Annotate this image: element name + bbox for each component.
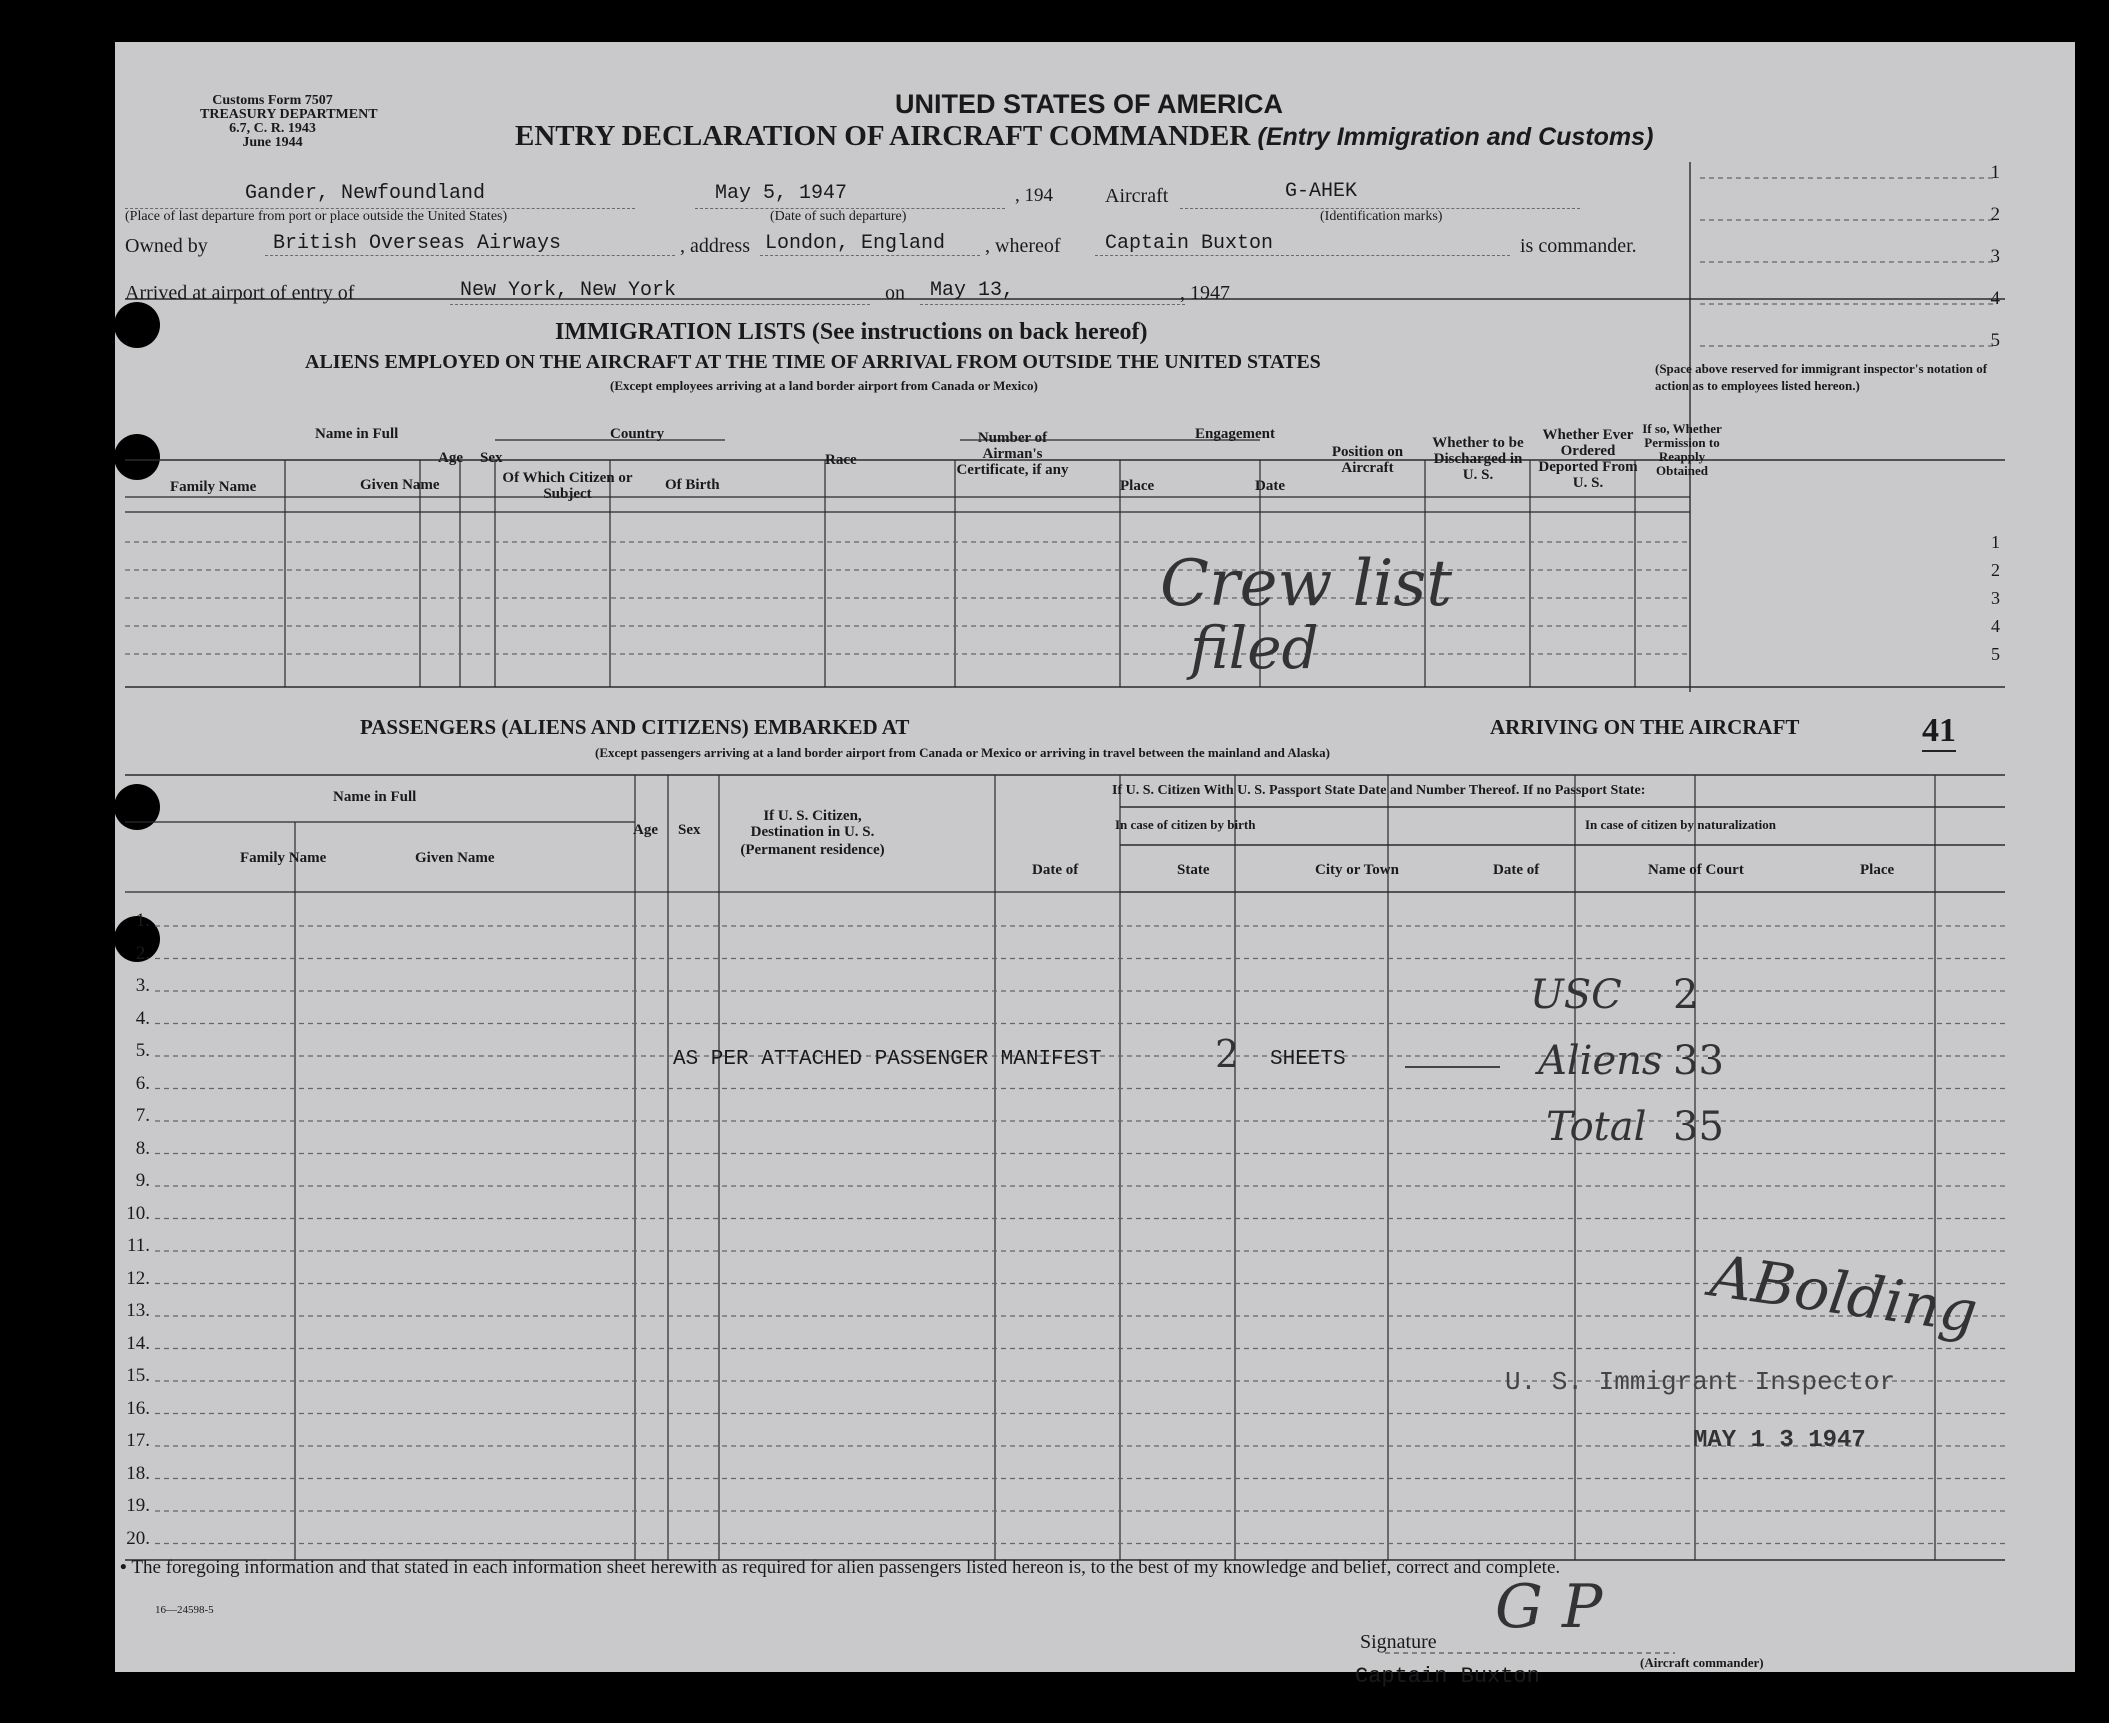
filed-annotation: filed [1190, 614, 1319, 682]
passenger-row-number: 1. [135, 910, 150, 931]
aircraft-label: Aircraft [1105, 185, 1169, 207]
deported-header: Whether Ever Ordered Deported From U. S. [1538, 427, 1638, 491]
immigration-note: (Except employees arriving at a land border airport from Canada or Mexico) [610, 378, 1038, 393]
commander-suffix: is commander. [1520, 235, 1637, 257]
passenger-row-number: 17. [126, 1430, 150, 1451]
inspector-signature: ABolding [1706, 1241, 1982, 1347]
tally-label: USC [1530, 972, 1622, 1018]
manifest-count: 2 [1215, 1032, 1240, 1076]
nat-place-header: Place [1860, 862, 1895, 878]
form-title [515, 120, 1653, 153]
race-header: Race [825, 452, 857, 468]
p-given-name-header: Given Name [415, 850, 495, 866]
arrived-label: Arrived at airport of entry of [125, 282, 355, 304]
p-age-header: Age [633, 822, 658, 838]
form-number: Customs Form 7507 [212, 93, 333, 108]
p-family-name-header: Family Name [240, 850, 327, 866]
immigration-row-number: 3 [1991, 588, 2000, 608]
passenger-row-number: 20. [126, 1527, 150, 1549]
form-title-main: ENTRY DECLARATION OF AIRCRAFT COMMANDER [515, 120, 1251, 152]
discharged-header: Whether to be Discharged in U. S. [1432, 435, 1524, 483]
manifest-sheets: SHEETS [1270, 1048, 1346, 1071]
whereof-label: , whereof [985, 235, 1061, 257]
side-note: (Space above reserved for immigrant inspector's notation of action as to employees listed hereon.) [1655, 361, 1988, 393]
immigration-subtitle: ALIENS EMPLOYED ON THE AIRCRAFT AT THE TIME OF ARRIVAL FROM OUTSIDE THE UNITED STATES [305, 351, 1321, 373]
country-title: UNITED STATES OF AMERICA [895, 89, 1283, 119]
city-header: City or Town [1315, 862, 1399, 878]
passenger-row-number: 7. [135, 1105, 150, 1126]
family-name-header: Family Name [170, 479, 257, 495]
passenger-row-number: 4. [135, 1007, 150, 1029]
arrival-year: , 1947 [1180, 282, 1230, 304]
tally-label: Aliens [1538, 1038, 1663, 1084]
crew-list-annotation: Crew list [1160, 547, 1453, 621]
immigration-row-number: 2 [1991, 560, 2000, 580]
passengers-title-left: PASSENGERS (ALIENS AND CITIZENS) EMBARKED AT [360, 715, 910, 739]
arrival-airport: New York, New York [460, 279, 677, 302]
passenger-row-number: 14. [126, 1332, 150, 1354]
passenger-row-number: 11. [126, 1235, 150, 1256]
inspector-title: U. S. Immigrant Inspector [1505, 1367, 1896, 1397]
department: TREASURY DEPARTMENT [200, 107, 378, 122]
manifest-text: AS PER ATTACHED PASSENGER MANIFEST [673, 1048, 1102, 1071]
side-row-number: 3 [1990, 246, 2000, 267]
permission-header: If so, Whether Permission to Reapply Obtained [1642, 421, 1722, 478]
immigration-row-number: 1 [1991, 532, 2000, 552]
airman-cert-header: Number of Airman's Certificate, if any [956, 430, 1069, 478]
passenger-row-number: 12. [126, 1267, 150, 1289]
engagement-header: Engagement [1195, 426, 1275, 442]
footer-statement-text: The foregoing information and that stated in each information sheet herewith as required for alien passengers listed hereon is, to the best of my knowledge and belief, correct and complete. [131, 1557, 1561, 1578]
passenger-row-number: 8. [135, 1137, 150, 1159]
side-row-number: 1 [1990, 162, 2000, 183]
age-header: Age [438, 450, 463, 466]
passenger-row-number: 10. [126, 1202, 150, 1224]
on-label: on [885, 282, 905, 304]
sex-header: Sex [480, 450, 503, 466]
regulation: 6.7, C. R. 1943 [229, 121, 316, 136]
signature-caption: (Aircraft commander) [1640, 1655, 1764, 1670]
p-sex-header: Sex [678, 822, 701, 838]
by-nat-header: In case of citizen by naturalization [1585, 817, 1777, 832]
passenger-row-number: 3. [135, 975, 150, 996]
by-birth-header: In case of citizen by birth [1115, 817, 1256, 832]
passenger-row-number: 9. [135, 1170, 150, 1191]
position-header: Position on Aircraft [1331, 444, 1404, 476]
aircraft-id-caption: (Identification marks) [1320, 209, 1443, 224]
passenger-row-number: 6. [135, 1072, 150, 1094]
departure-date: May 5, 1947 [715, 182, 848, 205]
state-header: State [1177, 862, 1210, 878]
signed-name: Captain Buxton [1355, 1664, 1540, 1689]
passenger-row-number: 16. [126, 1397, 150, 1419]
immigration-row-number: 4 [1991, 616, 2000, 636]
signature-label: Signature [1360, 1631, 1437, 1653]
passport-header: If U. S. Citizen With U. S. Passport State Date and Number Thereof. If no Passport State: [1112, 783, 1646, 798]
passenger-row-number: 19. [126, 1495, 150, 1516]
engagement-place-header: Place [1120, 478, 1155, 494]
passenger-row-number: 15. [126, 1365, 150, 1386]
print-code: 16—24598-5 [155, 1604, 214, 1616]
inspector-date-stamp: MAY 1 3 1947 [1693, 1427, 1866, 1454]
side-row-number: 4 [1990, 288, 2000, 309]
form-date: June 1944 [242, 135, 303, 150]
address-label: , address [680, 235, 750, 257]
given-name-header: Given Name [360, 477, 440, 493]
year-prefix: , 194 [1015, 185, 1053, 206]
p-name-in-full-header: Name in Full [333, 789, 417, 805]
tally-value: 33 [1673, 1038, 1724, 1084]
passenger-row-number: 13. [126, 1300, 150, 1321]
commander-signature: G P [1495, 1572, 1603, 1642]
destination-sub-header: (Permanent residence) [740, 842, 885, 858]
departure-date-caption: (Date of such departure) [770, 209, 907, 224]
passengers-title-right: ARRIVING ON THE AIRCRAFT [1490, 715, 1800, 739]
immigration-title: IMMIGRATION LISTS (See instructions on back hereof) [555, 319, 1148, 345]
tally-value: 2 [1673, 972, 1699, 1018]
owned-by-label: Owned by [125, 235, 208, 257]
nat-date-header: Date of [1493, 862, 1540, 878]
aircraft-id: G-AHEK [1285, 180, 1358, 203]
court-header: Name of Court [1648, 862, 1744, 878]
footer-statement: • The foregoing information and that stated in each information sheet herewith as required for alien passengers listed hereon is, to the best of my knowledge and belief, correct and complete. [120, 1557, 1561, 1578]
side-row-number: 2 [1990, 204, 2000, 225]
passenger-row-number: 2. [135, 942, 150, 964]
passenger-row-number: 18. [126, 1462, 150, 1484]
tally-label: Total [1546, 1104, 1647, 1150]
side-row-number: 5 [1990, 330, 2000, 351]
owner-address: London, England [765, 232, 946, 255]
birth-date-header: Date of [1032, 862, 1079, 878]
form-subtitle: (Entry Immigration and Customs) [1257, 123, 1654, 151]
passengers-note: (Except passengers arriving at a land border airport from Canada or Mexico or arriving in travel between the mainland and Alaska) [595, 745, 1330, 760]
departure-place: Gander, Newfoundland [245, 182, 486, 205]
form-paper [115, 42, 2075, 1689]
owner: British Overseas Airways [273, 232, 562, 255]
citizen-of-header: Of Which Citizen or Subject [502, 470, 633, 502]
arrival-date: May 13, [930, 279, 1015, 302]
passenger-count: 41 [1922, 712, 1956, 752]
name-in-full-header: Name in Full [315, 426, 399, 442]
departure-place-caption: (Place of last departure from port or place outside the United States) [125, 209, 508, 224]
country-header: Country [610, 426, 665, 442]
passenger-row-number: 5. [135, 1040, 150, 1061]
birth-header: Of Birth [665, 477, 720, 493]
destination-header: If U. S. Citizen, Destination in U. S. [750, 808, 875, 840]
tally-value: 35 [1673, 1104, 1724, 1150]
commander-name: Captain Buxton [1105, 232, 1274, 255]
engagement-date-header: Date [1255, 478, 1285, 494]
immigration-row-number: 5 [1991, 644, 2000, 664]
